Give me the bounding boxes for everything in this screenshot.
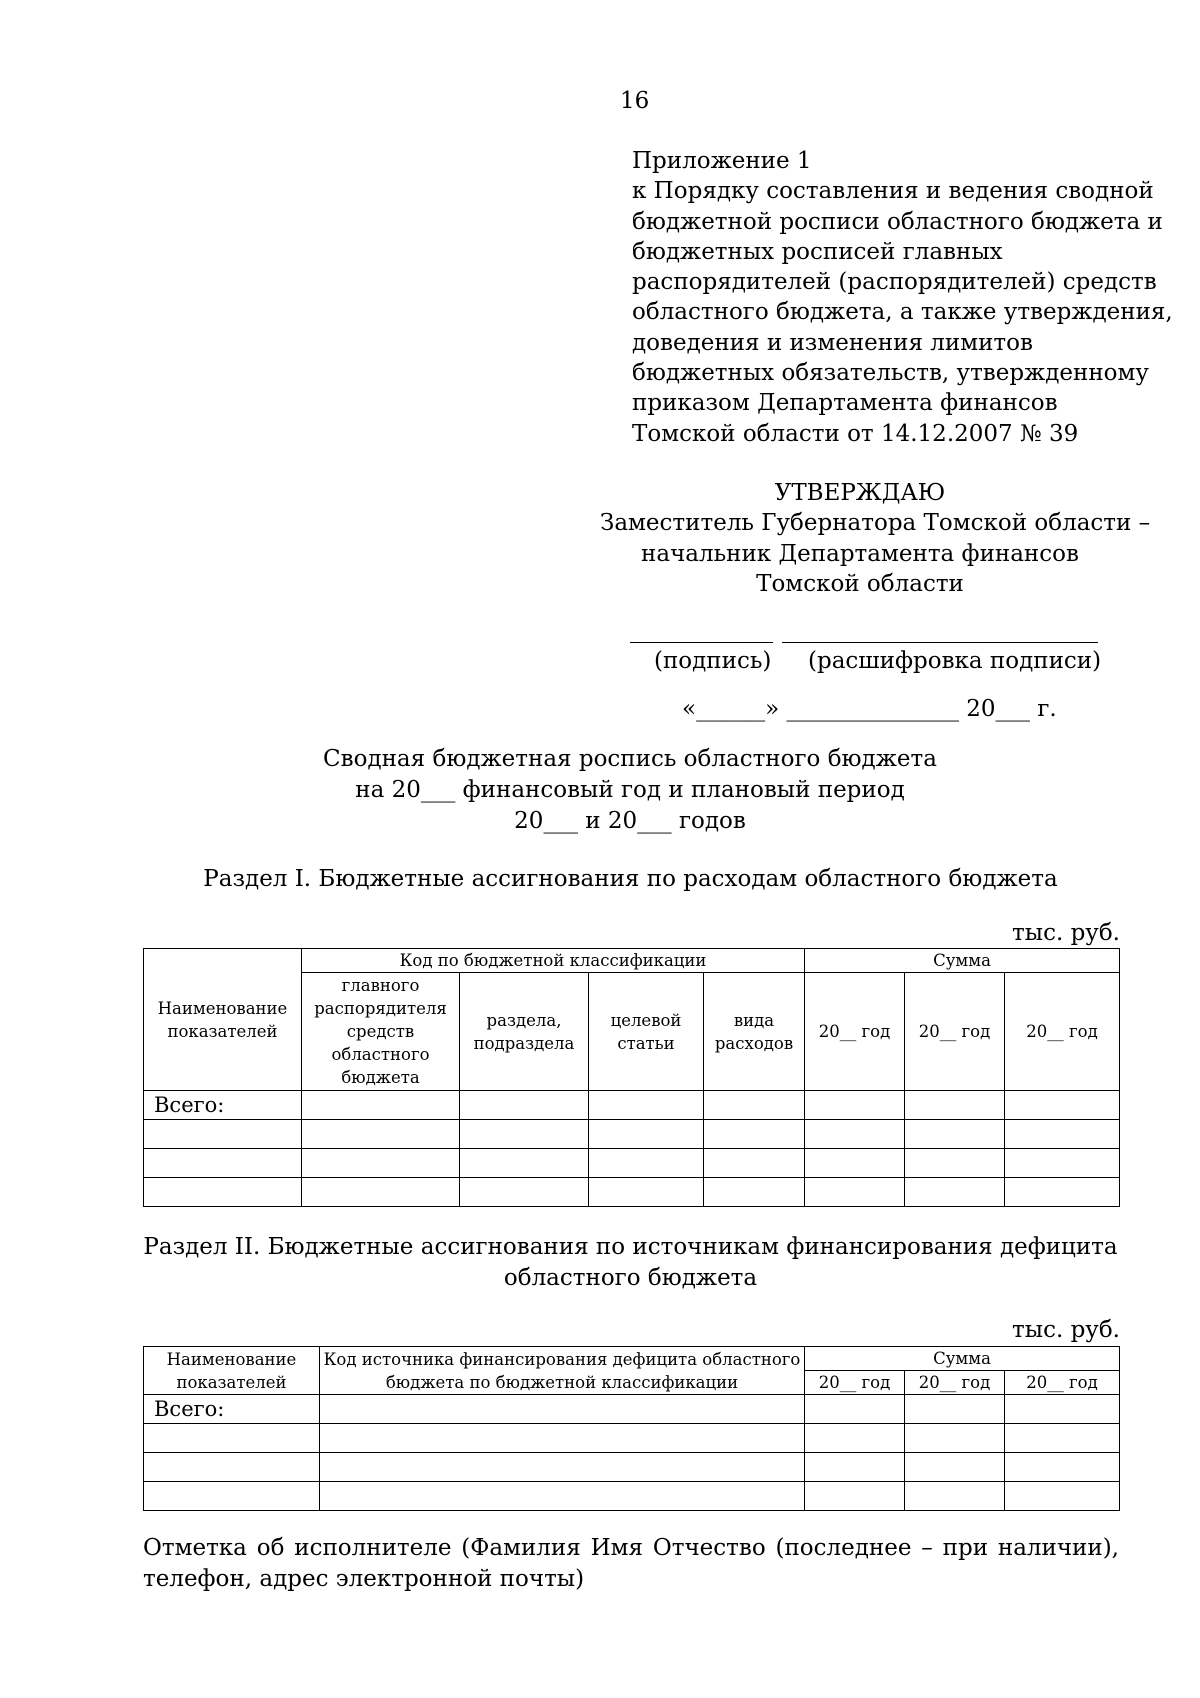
table-cell [1005, 1453, 1120, 1482]
table-cell [1005, 1482, 1120, 1511]
approval-line: Томской области [756, 570, 964, 597]
table-cell [704, 1178, 805, 1207]
page-number: 16 [620, 88, 650, 114]
appendix-line: к Порядку составления и ведения сводной [632, 178, 1154, 205]
table-cell [805, 1424, 905, 1453]
table-cell [905, 1091, 1005, 1120]
section-2-heading-line: областного бюджета [503, 1265, 758, 1291]
header-main-manager: главного распорядителя средств областного бюджета [302, 973, 460, 1091]
header-year: 20__ год [905, 973, 1005, 1091]
table-row [144, 1424, 1120, 1453]
table-cell [144, 1149, 302, 1178]
approval-block [600, 478, 1151, 599]
table-cell [144, 1453, 320, 1482]
table-cell [320, 1395, 805, 1424]
table-cell [905, 1453, 1005, 1482]
appendix-line: доведения и изменения лимитов [632, 329, 1033, 356]
table-cell [589, 1120, 704, 1149]
table-cell [589, 1091, 704, 1120]
table-cell [905, 1120, 1005, 1149]
table-cell [460, 1149, 589, 1178]
appendix-line: бюджетных росписей главных [632, 238, 1003, 265]
header-year: 20__ год [1005, 1371, 1120, 1395]
title-line: 20___ и 20___ годов [514, 808, 746, 834]
table-cell [1005, 1149, 1120, 1178]
table-cell [302, 1149, 460, 1178]
header-target-item: целевой статьи [589, 973, 704, 1091]
table-cell [805, 1453, 905, 1482]
section-2-table [143, 1346, 1120, 1511]
table-cell [460, 1120, 589, 1149]
total-label: Всего: [144, 1395, 320, 1424]
section-1-units: тыс. руб. [1012, 920, 1120, 946]
table-cell [302, 1091, 460, 1120]
table-cell [144, 1178, 302, 1207]
table-row [144, 1149, 1120, 1178]
table-cell [905, 1424, 1005, 1453]
table-cell [320, 1482, 805, 1511]
table-cell [144, 1424, 320, 1453]
table-cell [1005, 1424, 1120, 1453]
table-row [144, 1178, 1120, 1207]
table-cell [805, 1395, 905, 1424]
header-code-group: Код по бюджетной классификации [302, 949, 805, 973]
header-expense-type: вида расходов [704, 973, 805, 1091]
header-name: Наименование показателей [144, 1347, 320, 1395]
section-2-units: тыс. руб. [1012, 1317, 1120, 1343]
table-cell [704, 1149, 805, 1178]
table-cell [302, 1120, 460, 1149]
table-cell [905, 1482, 1005, 1511]
table-row [144, 1120, 1120, 1149]
appendix-line: приказом Департамента финансов [632, 390, 1058, 417]
header-sum-group: Сумма [805, 949, 1120, 973]
table-cell [805, 1482, 905, 1511]
approval-date-line: «______» _______________ 20___ г. [682, 696, 1057, 722]
executor-note: Отметка об исполнителе (Фамилия Имя Отчество (последнее – при наличии), телефон, адрес электронной почты) [143, 1535, 1119, 1592]
approval-heading: УТВЕРЖДАЮ [774, 480, 946, 506]
title-line: Сводная бюджетная роспись областного бюджета [323, 746, 937, 772]
approval-line: Заместитель Губернатора Томской области – [600, 510, 1151, 537]
signature-line [630, 642, 773, 643]
table-cell [320, 1453, 805, 1482]
table-row [144, 1482, 1120, 1511]
table-cell [805, 1091, 905, 1120]
header-year: 20__ год [805, 973, 905, 1091]
approval-line: начальник Департамента финансов [641, 540, 1079, 567]
table-cell [1005, 1120, 1120, 1149]
table-cell [460, 1091, 589, 1120]
table-cell [905, 1149, 1005, 1178]
appendix-reference [632, 146, 1173, 449]
section-2-heading-line: Раздел II. Бюджетные ассигнования по источникам финансирования дефицита [143, 1234, 1118, 1260]
appendix-line: распорядителей (распорядителей) средств [632, 269, 1157, 296]
section-1-heading: Раздел I. Бюджетные ассигнования по расходам областного бюджета [203, 866, 1058, 892]
table-row-total [144, 1395, 1120, 1424]
appendix-line: бюджетной росписи областного бюджета и [632, 208, 1163, 235]
header-year: 20__ год [905, 1371, 1005, 1395]
header-source-code: Код источника финансирования дефицита областного бюджета по бюджетной классификации [320, 1347, 805, 1395]
decoding-line [782, 642, 1098, 643]
decoding-label: (расшифровка подписи) [808, 648, 1102, 674]
document-title [260, 744, 1000, 837]
table-row [144, 1453, 1120, 1482]
header-section: раздела, подраздела [460, 973, 589, 1091]
table-cell [805, 1149, 905, 1178]
table-cell [1005, 1395, 1120, 1424]
table-cell [905, 1395, 1005, 1424]
total-label: Всего: [144, 1091, 302, 1120]
table-cell [704, 1120, 805, 1149]
table-cell [460, 1178, 589, 1207]
table-cell [144, 1120, 302, 1149]
table-cell [805, 1178, 905, 1207]
appendix-line: областного бюджета, а также утверждения, [632, 299, 1173, 326]
table-cell [1005, 1178, 1120, 1207]
title-line: на 20___ финансовый год и плановый период [355, 777, 905, 803]
table-cell [589, 1149, 704, 1178]
appendix-line: Томской области от 14.12.2007 № 39 [632, 420, 1079, 447]
header-name: Наименование показателей [144, 949, 302, 1091]
table-cell [704, 1091, 805, 1120]
signature-label: (подпись) [654, 648, 772, 674]
table-cell [302, 1178, 460, 1207]
appendix-line: бюджетных обязательств, утвержденному [632, 360, 1149, 387]
header-year: 20__ год [805, 1371, 905, 1395]
table-row-total [144, 1091, 1120, 1120]
section-1-table [143, 948, 1120, 1207]
header-year: 20__ год [1005, 973, 1120, 1091]
table-cell [1005, 1091, 1120, 1120]
table-cell [320, 1424, 805, 1453]
header-sum-group: Сумма [805, 1347, 1120, 1371]
table-cell [589, 1178, 704, 1207]
table-cell [905, 1178, 1005, 1207]
table-cell [144, 1482, 320, 1511]
table-cell [805, 1120, 905, 1149]
appendix-line: Приложение 1 [632, 148, 812, 174]
section-2-heading [143, 1232, 1118, 1294]
